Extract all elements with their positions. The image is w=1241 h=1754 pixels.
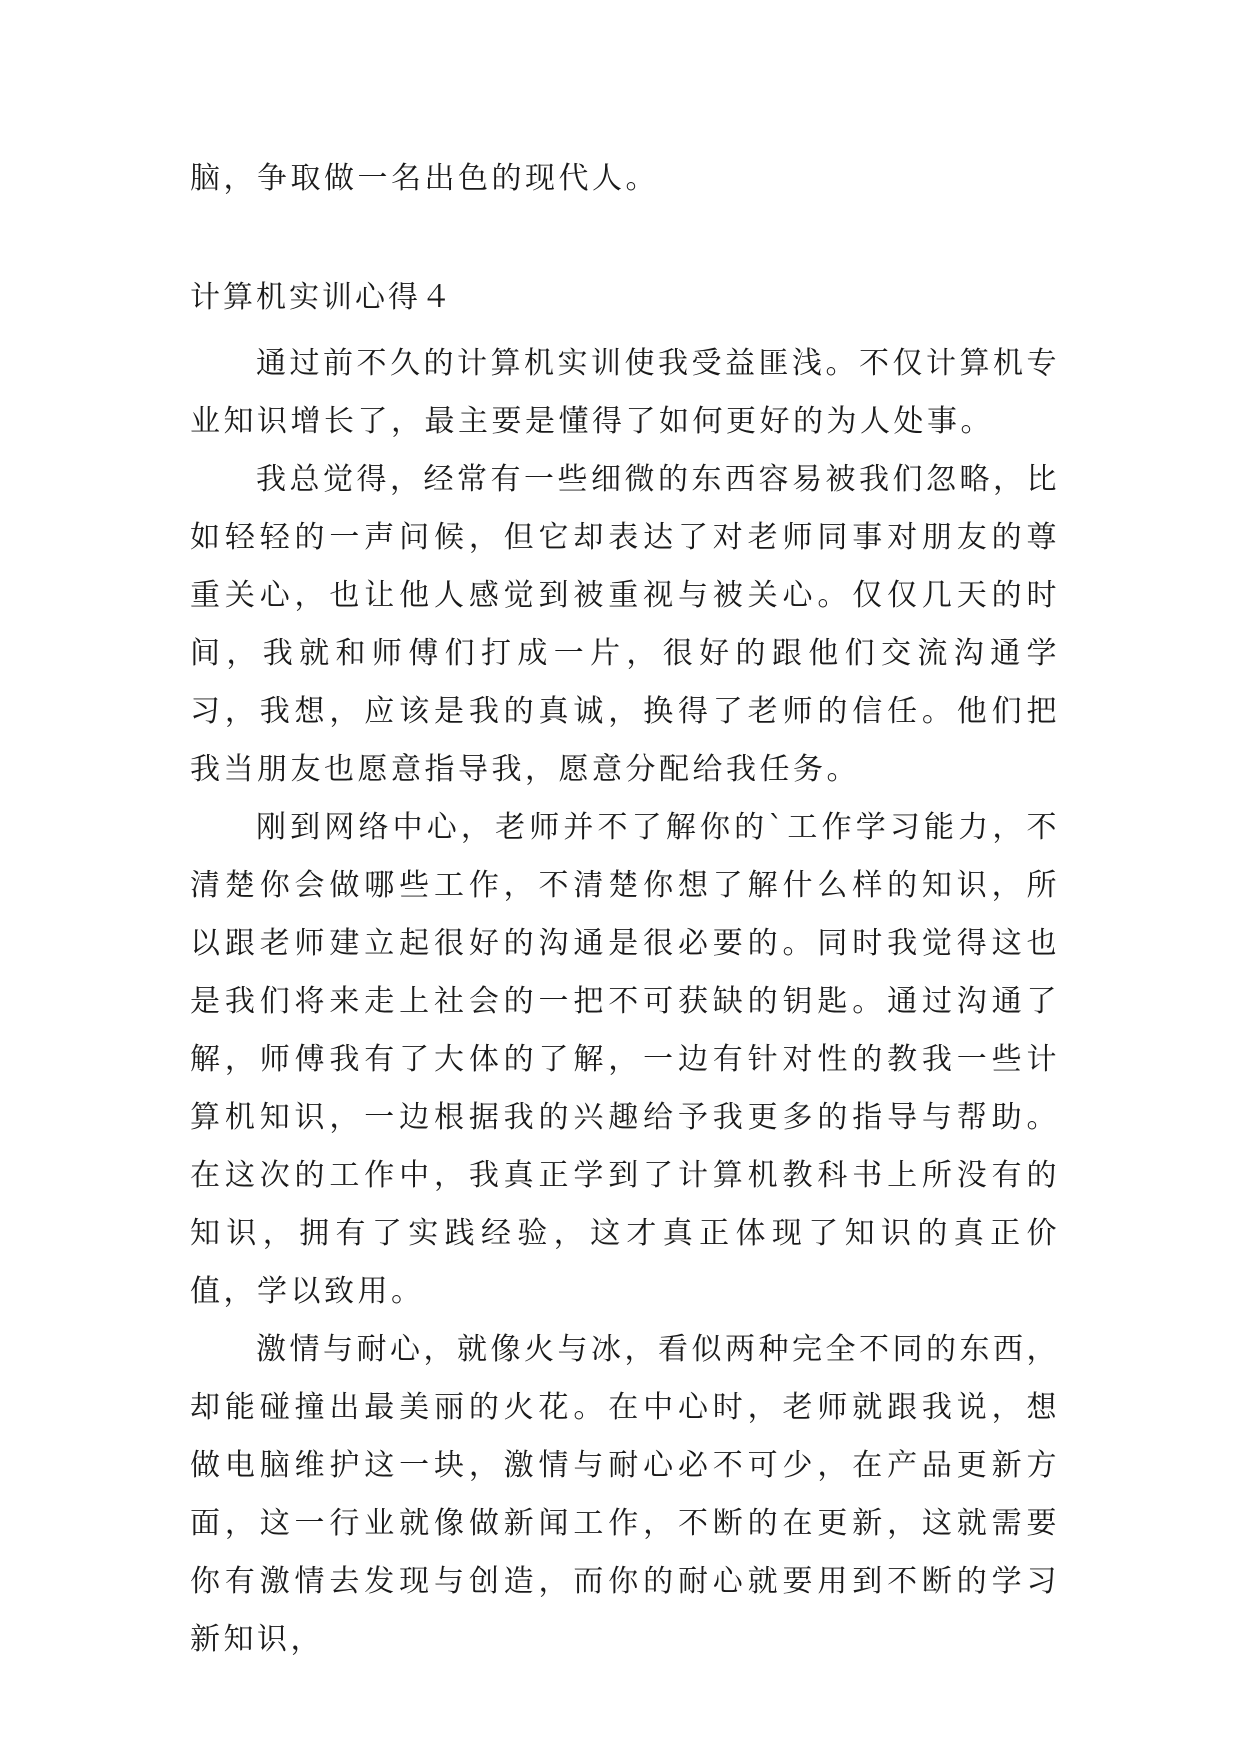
section-title: 计算机实训心得４ — [190, 280, 454, 315]
paragraph-4: 激情与耐心，就像火与冰，看似两种完全不同的东西，却能碰撞出最美丽的火花。在中心时，老师就跟我说，想做电脑维护这一块，激情与耐心必不可少，在产品更新方面，这一行业就像做新闻工作，不断的在更新，这就需要你有激情去发现与创造，而你的耐心就要用到不断的学习新知识， — [190, 1332, 1060, 1657]
paragraph-2: 我总觉得，经常有一些细微的东西容易被我们忽略，比如轻轻的一声问候，但它却表达了对老师同事对朋友的尊重关心，也让他人感觉到被重视与被关心。仅仅几天的时间，我就和师傅们打成一片，很好的跟他们交流沟通学习，我想，应该是我的真诚，换得了老师的信任。他们把我当朋友也愿意指导我，愿意分配给我任务。 — [190, 462, 1060, 787]
paragraph-3: 刚到网络中心，老师并不了解你的`工作学习能力，不清楚你会做哪些工作，不清楚你想了解什么样的知识，所以跟老师建立起很好的沟通是很必要的。同时我觉得这也是我们将来走上社会的一把不可获缺的钥匙。通过沟通了解，师傅我有了大体的了解，一边有针对性的教我一些计算机知识，一边根据我的兴趣给予我更多的指导与帮助。在这次的工作中，我真正学到了计算机教科书上所没有的知识，拥有了实践经验，这才真正体现了知识的真正价值，学以致用。 — [190, 810, 1060, 1309]
paragraph-1: 通过前不久的计算机实训使我受益匪浅。不仅计算机专业知识增长了，最主要是懂得了如何更好的为人处事。 — [190, 346, 1060, 439]
body-text — [190, 335, 1060, 1669]
continuation-line — [190, 150, 1060, 208]
continuation-text: 脑，争取做一名出色的现代人。 — [190, 161, 659, 196]
